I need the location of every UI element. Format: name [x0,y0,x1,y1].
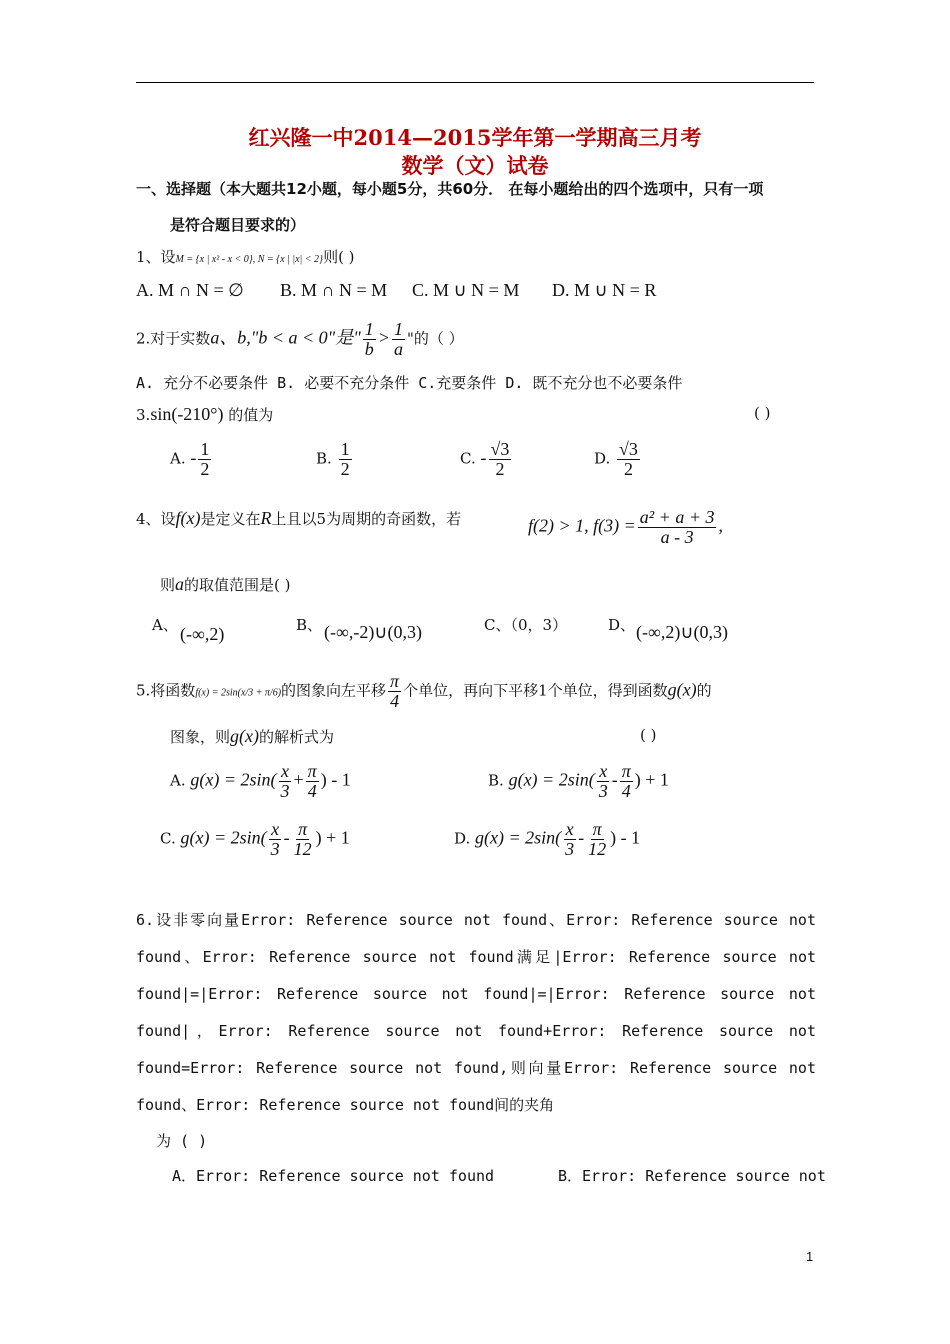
q6-wei: 为 ( ) [156,1132,208,1150]
q5-option-d: D. g(x) = 2sin( $\frac{x}{3}$ - $\frac{\pi}{12}$ ) - 1 [454,819,641,859]
q3-paren: ( ) [754,404,771,422]
q6-option-a: A．Error: Reference source not found [172,1167,495,1185]
q2-frac-left: $\frac{1}{b}$ [364,319,374,359]
q1-option-a: A. M ∩ N = ∅ [136,280,244,300]
q5-paren: ( ) [640,726,657,744]
q2-suffix: "的（ ） [406,329,464,348]
title-line2: 数学（文）试卷 [401,153,549,178]
q1-option-c: C. M ∪ N = M [412,280,520,300]
q2-gt: > [377,327,390,348]
q3-expr: sin(-210°) [150,404,224,424]
q4-option-d: D、 [608,616,636,634]
section-heading: 一、选择题（本大题共12小题，每小题5分，共60分． 在每小题给出的四个选项中，只有一项 [136,180,764,198]
section-heading-cont: 是符合题目要求的） [170,216,306,234]
q3-option-a: A. - $\frac{1}{2}$ [170,439,210,479]
q1-set-expr: M = {x | x² - x < 0}, N = {x | |x| < 2} [175,254,324,265]
q5-option-c: C. g(x) = 2sin( $\frac{x}{3}$ - $\frac{\pi}{12}$ ) + 1 [160,819,350,859]
q4-condition: f(2) > 1, f(3) = $\frac{\text{a² + a + 3}}{a - 3}$ , [528,507,723,547]
question-5: 5.将函数f(x) = 2sin(x/3 + π/6)的图象向左平移 $\frac{\pi}{4}$ 个单位，再向下平移1个单位，得到函数g(x)的 [136,671,712,711]
q2-prefix: 2.对于实数 [136,329,211,348]
q5-option-b: B. g(x) = 2sin( $\frac{x}{3}$ - $\frac{\pi}{4}$ ) + 1 [488,761,669,801]
q1-prefix: 1、设 [136,248,176,266]
q4-option-d-value: (-∞,2)∪(0,3) [636,622,728,642]
q2-frac-right: $\frac{1}{a}$ [393,319,403,359]
q4-line2: 则a的取值范围是( ) [160,574,291,594]
q3-option-d: D. $\frac{√3}{2}$ [594,439,638,479]
q6-option-b: B．Error: Reference source not [558,1167,826,1185]
q3-suffix: 的值为 [228,406,274,424]
q2-vars: a、b,"b < a < 0"是" [210,327,361,348]
q4-option-c: C、（0，3） [484,616,568,634]
page-number: 1 [806,1249,814,1264]
q4-option-b-value: (-∞,-2)∪(0,3) [324,622,422,642]
question-4: 4、设f(x)是定义在R上且以5为周期的奇函数，若 [136,508,462,528]
q1-option-d: D. M ∪ N = R [552,280,657,300]
question-1 [136,246,355,267]
q3-option-c: C. - $\frac{√3}{2}$ [460,439,510,479]
question-6-body: 6.设非零向量Error: Reference source not found、Error: Reference source not found、Error: Reference source not found满足|Error: Reference source not found|=|Error: Reference source not found|=|Error: Reference source not found|，Error: Reference source not found+Error: Reference source not found=Error: Reference source not found,则向量Error: Reference source not found、Error: Reference source not found间的夹角 [136,911,816,1114]
top-rule [136,82,814,83]
q1-option-b: B. M ∩ N = M [280,280,388,300]
question-3: 3.sin(-210°) 的值为 [136,404,274,424]
q5-line2: 图象，则g(x)的解析式为 [170,726,335,746]
q4-option-a-value: (-∞,2) [180,624,225,644]
q2-options: A. 充分不必要条件 B. 必要不充分条件 C.充要条件 D. 既不充分也不必要条件 [136,374,683,392]
q4-option-a: A、 [152,616,178,634]
q4-option-b: B、 [296,616,323,634]
title-line1: 红兴隆一中2014—2015学年第一学期高三月考 [248,125,702,150]
question-2 [136,320,464,359]
q5-option-a: A. g(x) = 2sin( $\frac{x}{3}$ + $\frac{\pi}{4}$ ) - 1 [170,761,351,801]
q3-option-b: B. $\frac{1}{2}$ [316,439,350,479]
q1-suffix: 则( ) [323,248,355,266]
